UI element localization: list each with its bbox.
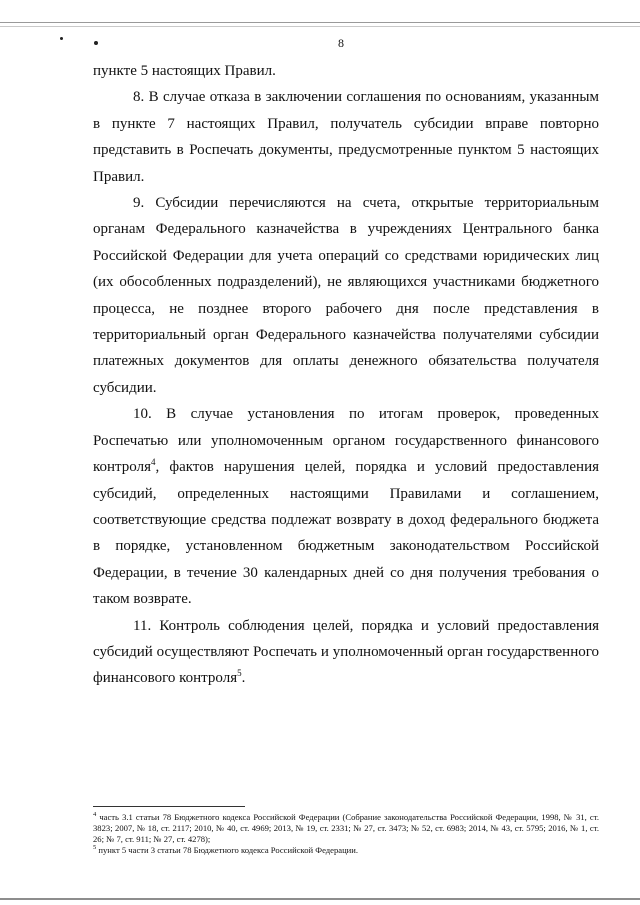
footnote-mark-5: 5 (93, 844, 97, 852)
paragraph-10 (93, 401, 599, 612)
footnote-4-text: часть 3.1 статьи 78 Бюджетного кодекса Российской Федерации (Собрание законодательства Российской Федерации, 1998, № 31, ст. 3823; 2007, № 18, ст. 2117; 2010, № 40, ст. 4969; 2013, № 19, ст. 2331; № 27, ст. 3473; № 52, ст. 6983; 2014, № 43, ст. 5795; 2016, № 1, ст. 26; № 7, ст. 911; № 27, ст. 4278); (93, 812, 599, 844)
scan-edge-bottom (0, 898, 640, 900)
scan-edge-top-shadow (0, 26, 640, 27)
footnote-ref-5: 5 (237, 668, 242, 679)
paragraph-11-text-after: . (241, 670, 246, 687)
footnote-mark-4: 4 (93, 811, 97, 819)
paragraph-9: 9. Субсидии перечисляются на счета, открытые территориальным органам Федерального казначейства в учреждениях Центрального банка Российской Федерации для учета операций со средствами юридических лиц (их обособленных подразделений), не являющихся участниками бюджетного процесса, не позднее второго рабочего дня после представления в территориальный орган Федерального казначейства получателями субсидии платежных документов для оплаты денежного обязательства получателя субсидии. (93, 195, 599, 396)
scan-edge-top (0, 22, 640, 23)
paragraph-11 (93, 613, 599, 692)
scan-speck (60, 37, 63, 40)
document-body (93, 58, 599, 692)
page-number: 8 (338, 36, 344, 50)
scan-speck (94, 41, 98, 45)
paragraph-continuation: пункте 5 настоящих Правил. (93, 63, 276, 79)
paragraph-11-text-before: 11. Контроль соблюдения целей, порядка и условий предоставления субсидий осуществляют Роспечать и уполномоченный орган государственного финансового контроля (93, 617, 599, 687)
footnote-separator (93, 806, 245, 807)
paragraph-10-text-after: , фактов нарушения целей, порядка и условий предоставления субсидий, определенных настоящими Правилами и соглашением, соответствующие средства подлежат возврату в доход федерального бюджета в порядке, установленном бюджетным законодательством Российской Федерации, в течение 30 календарных дней со дня получения требования о таком возврате. (93, 459, 599, 608)
footnotes (93, 812, 599, 856)
footnote-5 (93, 845, 599, 856)
paragraph-8: 8. В случае отказа в заключении соглашения по основаниям, указанным в пункте 7 настоящих Правил, получатель субсидии вправе повторно представить в Роспечать документы, предусмотренные пунктом 5 настоящих Правил. (93, 89, 599, 185)
footnote-4 (93, 812, 599, 845)
paragraph-10-text-before: 10. В случае установления по итогам проверок, проведенных Роспечатью или уполномоченным органом государственного финансового контроля (93, 406, 599, 476)
footnote-5-text: пункт 5 части 3 статьи 78 Бюджетного кодекса Российской Федерации. (96, 845, 359, 855)
footnote-ref-4: 4 (150, 457, 156, 468)
